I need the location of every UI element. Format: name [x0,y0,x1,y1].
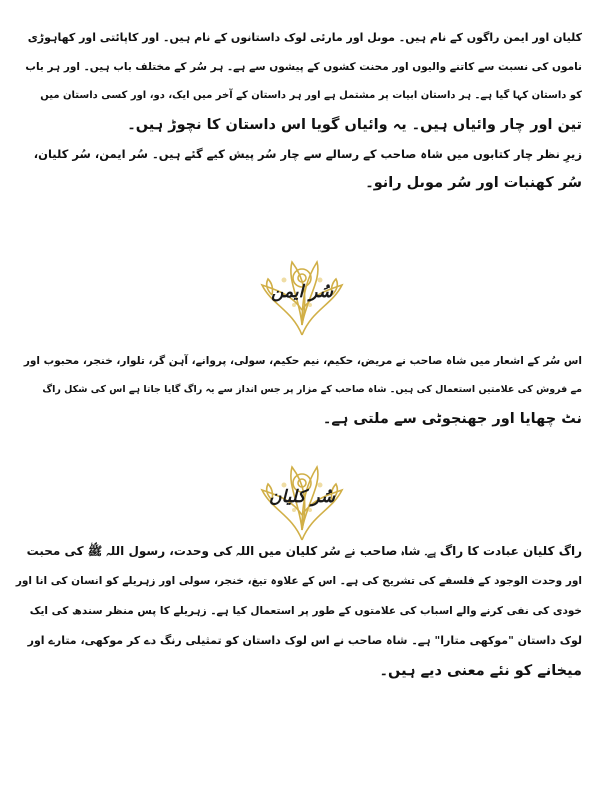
paragraph-2-line-2: سُر کھنبات اور سُر موںل رانو۔ [365,175,582,191]
paragraph-4-line-3: خودی کی نفی کرنے والے اسباب کی علامتوں کے طور پر استعمال کیا ہے۔ زہریلے کا پس منظر سندھ کی ایک [29,605,582,617]
paragraph-4-line-4: لوک داستان "موکھی متارا" ہے۔ شاہ صاحب نے اس لوک داستان کو تمثیلی رنگ دے کر موکھی، متارے اور [27,634,582,647]
paragraph-3-line-3: نٹ چھایا اور جھنجوٹی سے ملتی ہے۔ [322,411,582,427]
paragraph-4-line-5: میخانے کو نئے معنی دیے ہیں۔ [379,663,582,679]
paragraph-3-line-2: مے فروش کی علامتیں استعمال کی ہیں۔ شاہ صاحب کے مزار پر جس انداز سے یہ راگ گایا جاتا ہے اس کی شکل راگ [42,384,582,395]
section-heading-ayman [232,250,372,350]
paragraph-1-line-2: ناموں کی نسبت سے کاتنے والیوں اور محنت کشوں کے پیشوں سے ہے۔ ہر سُر کے مختلف باب ہیں۔ اور ہر باب [25,61,582,73]
paragraph-3-line-1: اس سُر کے اشعار میں شاہ صاحب نے مریض، حکیم، نیم حکیم، سولی، پروانے، آہن گر، تلوار، خنجر، محبوب اور [23,355,582,367]
paragraph-4-line-1: راگ کلیان عبادت کا راگ ہے۔ شاہ صاحب نے سُر کلیان میں اللہ کی وحدت، رسول اللہ ﷺ کی محبت [26,544,582,558]
paragraph-1-line-4: تین اور چار وائیاں ہیں۔ یہ وائیاں گویا اس داستان کا نچوڑ ہیں۔ [127,117,582,133]
paragraph-2-line-1: زیرِ نظر چار کتابوں میں شاہ صاحب کے رسالے سے چار سُر پیش کیے گئے ہیں۔ سُر ایمن، سُر کلیان، [33,147,582,161]
heading-kalyan-title: سُر کلیان [268,487,336,507]
paragraph-1-line-3: کو داستان کہا گیا ہے۔ ہر داستان ابیات پر مشتمل ہے اور ہر داستان کے آخر میں ایک، دو، اور کسی داستان میں [40,90,582,101]
paragraph-1-line-1: کلیان اور ایمن راگوں کے نام ہیں۔ موںل اور مارئی لوک داستانوں کے نام ہیں۔ اور کاپائتی اور کھاہوڑی [27,31,582,44]
paragraph-4-line-2: اور وحدت الوجود کے فلسفے کی تشریح کی ہے۔ اس کے علاوہ تیغ، خنجر، سولی اور زہریلے کو انسان کی انا اور [15,575,582,587]
heading-ayman-title: سُر ایمن [271,282,333,302]
